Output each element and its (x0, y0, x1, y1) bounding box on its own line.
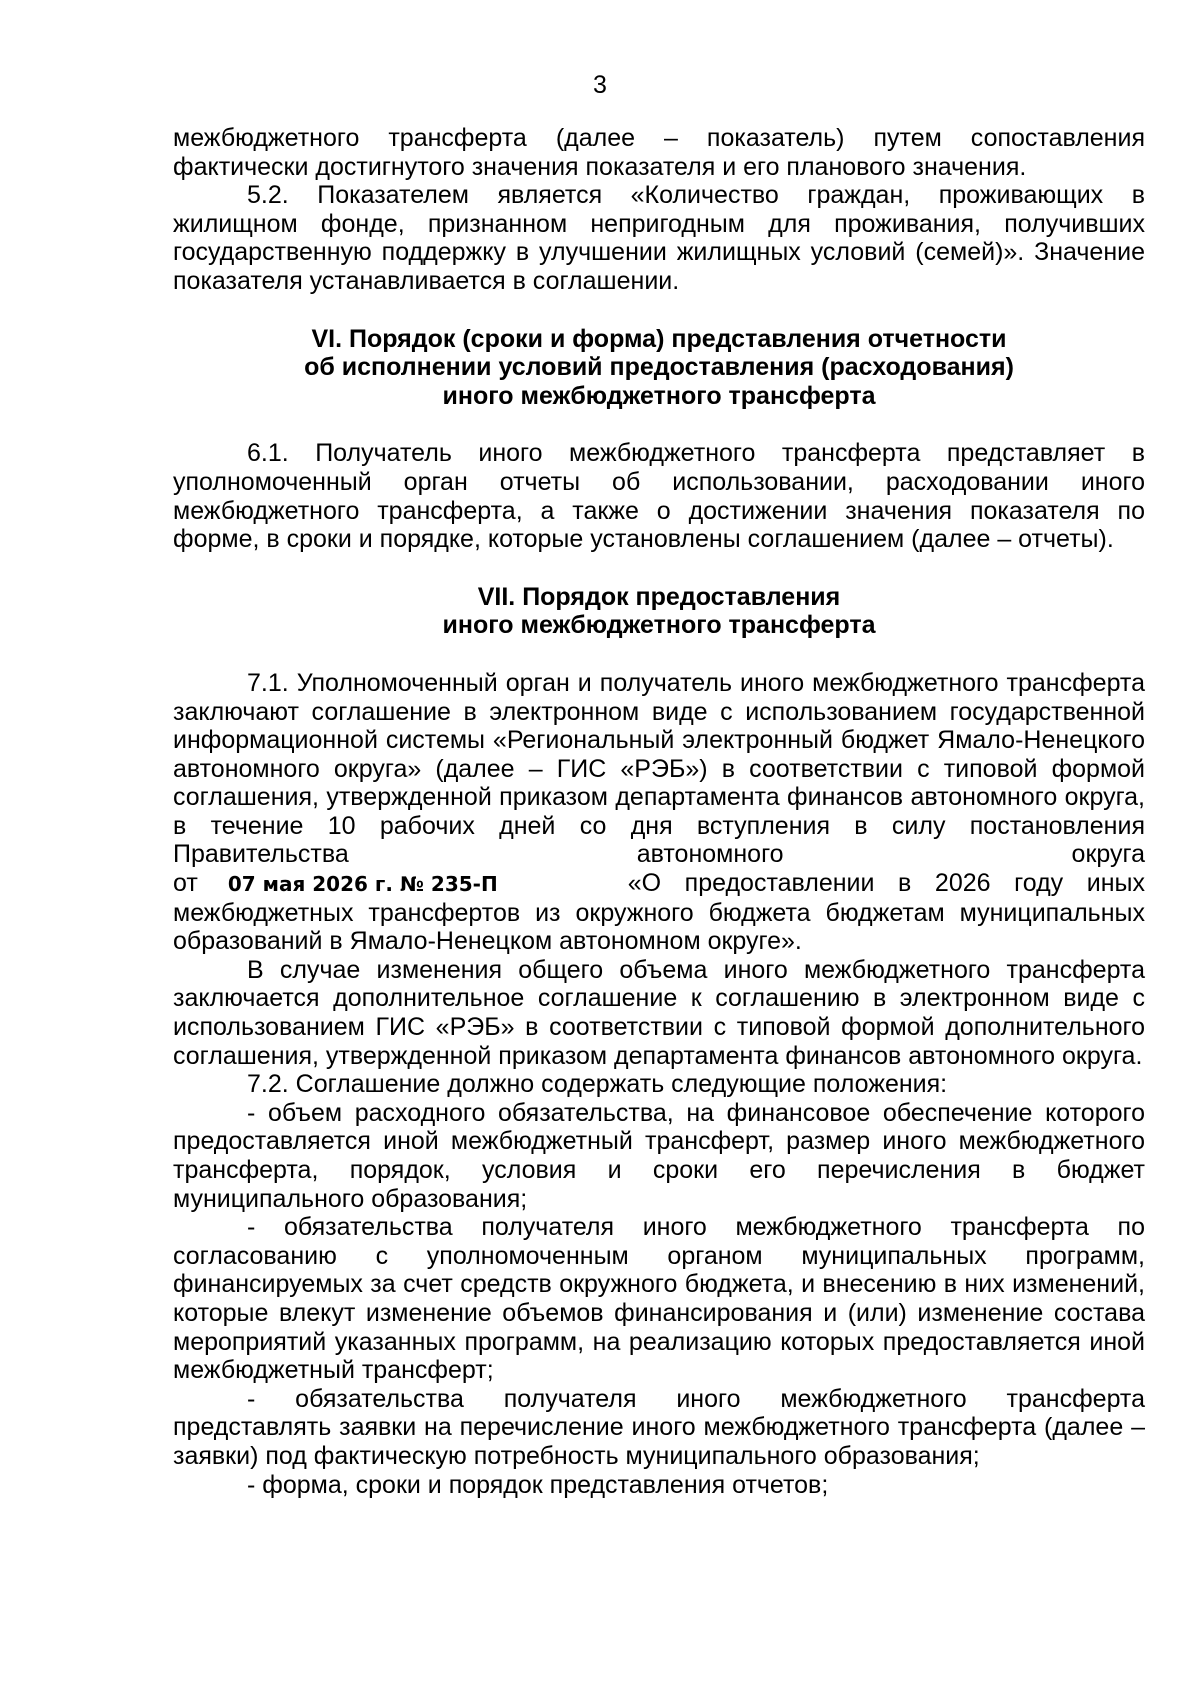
section-6-heading-line1: VI. Порядок (сроки и форма) представления отчетности (311, 324, 1007, 353)
paragraph-5-2: 5.2. Показателем является «Количество граждан, проживающих в жилищном фонде, признанном непригодным для проживания, получивших государственную поддержку в улучшении жилищных условий (семей)». Значение показателя устанавливается в соглашении. (173, 181, 1145, 295)
list-item: - объем расходного обязательства, на финансовое обеспечение которого предоставляется иной межбюджетный трансферт, размер иного межбюджетного трансферта, порядок, условия и сроки его перечисления в бюджет муниципального образования; (173, 1098, 1145, 1213)
page-number: 3 (593, 71, 607, 99)
paragraph-7-1-additional: В случае изменения общего объема иного межбюджетного трансферта заключается дополнительное соглашение к соглашению в электронном виде с использованием ГИС «РЭБ» в соответствии с типовой формой дополнительного соглашения, утвержденной приказом департамента финансов автономного округа. (173, 955, 1145, 1070)
section-6-heading-line2: об исполнении условий предоставления (расходования) (304, 353, 1014, 382)
list-item: - обязательства получателя иного межбюджетного трансферта представлять заявки на перечисление иного межбюджетного трансферта (далее – заявки) под фактическую потребность муниципального образования; (173, 1384, 1145, 1470)
section-6-heading-line3: иного межбюджетного трансферта (442, 381, 876, 410)
section-7-heading-line1: VII. Порядок предоставления (477, 582, 841, 611)
paragraph-6-1: 6.1. Получатель иного межбюджетного трансферта представляет в уполномоченный орган отчеты об использовании, расходовании иного межбюджетного трансферта, а также о достижении значения показателя по форме, в сроки и порядке, которые установлены соглашением (далее – отчеты). (173, 439, 1145, 554)
document-date-stamp: 07 мая 2026 г. № 235-П (227, 872, 498, 897)
paragraph-continuation: межбюджетного трансферта (далее – показатель) путем сопоставления фактически достигнутого значения показателя и его планового значения. (173, 124, 1145, 181)
section-7-heading-line2: иного межбюджетного трансферта (442, 611, 876, 640)
list-item: - форма, сроки и порядок представления отчетов; (247, 1470, 829, 1499)
paragraph-7-1-part-b (173, 869, 1145, 956)
section-7-heading (173, 583, 1145, 640)
list-item: - обязательства получателя иного межбюджетного трансферта по согласованию с уполномоченным органом муниципальных программ, финансируемых за счет средств окружного бюджета, и внесению в них изменений, которые влекут изменение объемов финансирования и (или) изменение состава мероприятий указанных программ, на реализацию которых предоставляется иной межбюджетный трансферт; (173, 1213, 1145, 1385)
paragraph-7-1-part-a: 7.1. Уполномоченный орган и получатель иного межбюджетного трансферта заключают соглашение в электронном виде с использованием государственной информационной системы «Региональный электронный бюджет Ямало-Ненецкого автономного округа» (далее – ГИС «РЭБ») в соответствии с типовой формой соглашения, утвержденной приказом департамента финансов автономного округа, в течение 10 рабочих дней со дня вступления в силу постановления Правительства автономного округа (173, 668, 1145, 869)
paragraph-7-1-rest: «О предоставлении в 2026 году иных межбюджетных трансфертов из окружного бюджета бюджетам муниципальных образований в Ямало-Ненецком автономном округе». (173, 869, 1145, 956)
document-body (173, 124, 1145, 1499)
paragraph-7-2: 7.2. Соглашение должно содержать следующие положения: (247, 1070, 948, 1099)
ot-word: от (173, 869, 198, 898)
section-6-heading (173, 325, 1145, 411)
